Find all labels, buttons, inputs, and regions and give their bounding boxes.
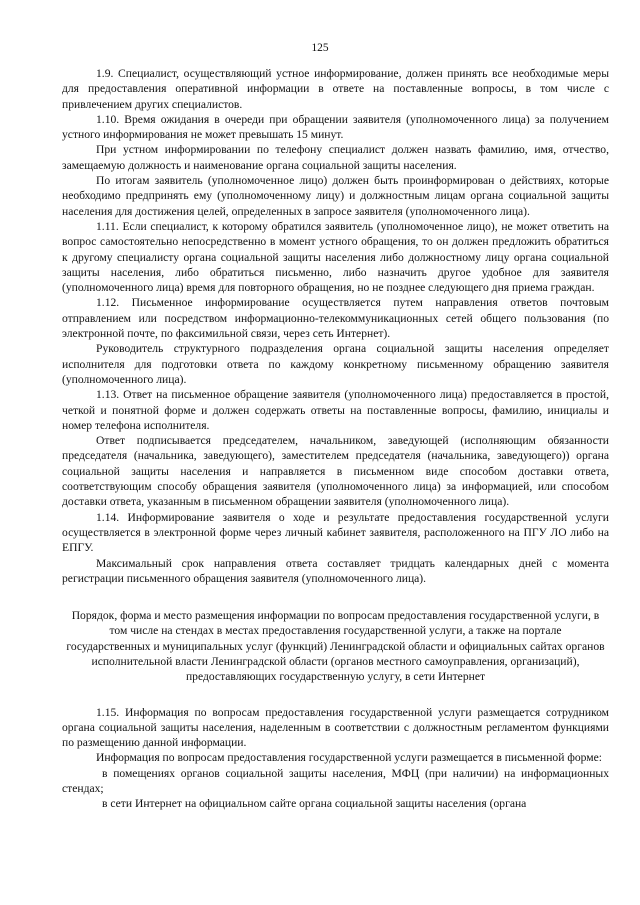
document-body [62, 66, 609, 812]
paragraph-1-9: 1.9. Специалист, осуществляющий устное информирование, должен принять все необходимые меры для предоставления оперативной информации в ответе на поставленные вопросы, в том числе с привлечением других специалистов. [62, 67, 609, 111]
paragraph-phone-info: При устном информировании по телефону специалист должен назвать фамилию, имя, отчество, замещаемую должность и наименование органа социальной защиты населения. [62, 143, 609, 172]
paragraph-executor: Руководитель структурного подразделения органа социальной защиты населения определяет исполнителя для подготовки ответа по каждому конкретному письменному обращению заявителя (уполномоченного лица). [62, 342, 609, 386]
paragraph-1-12: 1.12. Письменное информирование осуществляется путем направления ответов почтовым отправлением или посредством информационно-телекоммуникационных сетей общего пользования (по электронной почте, по факсимильной связи, через сеть Интернет). [62, 296, 609, 341]
paragraph-1-14: 1.14. Информирование заявителя о ходе и результате предоставления государственной услуги осуществляется в электронной форме через личный кабинет заявителя, расположенного на ПГУ ЛО либо на ЕПГУ. [62, 510, 609, 555]
paragraph-1-10: 1.10. Время ожидания в очереди при обращении заявителя (уполномоченного лица) за получением устного информирования не может превышать 15 минут. [62, 112, 609, 142]
paragraph-signature: Ответ подписывается председателем, начальником, заведующей (исполняющим обязанности председателя (начальника, заведующего), заместителем председателя (начальника, заведующего)) органа социальной защиты населения и направляется в письменном виде способом доставки ответа, соответствующим способу обращения заявителя (уполномоченного лица) за информацией, или способом доставки ответа, указанным в письменном обращении заявителя (уполномоченного лица). [62, 434, 609, 509]
paragraph-max-term: Максимальный срок направления ответа составляет тридцать календарных дней с момента регистрации письменного обращения заявителя (уполномоченного лица). [62, 556, 609, 585]
list-item-premises: в помещениях органов социальной защиты населения, МФЦ (при наличии) на информационных стендах; [62, 766, 609, 796]
list-item-internet: в сети Интернет на официальном сайте органа социальной защиты населения (органа [102, 797, 527, 811]
paragraph-1-15: 1.15. Информация по вопросам предоставления государственной услуги размещается сотрудником органа социальной защиты населения, наделенным в соответствии с должностным регламентом функциями по размещению данной информации. [62, 705, 609, 750]
section-heading: Порядок, форма и место размещения информации по вопросам предоставления государственной услуги, в том числе на стендах в местах предоставления государственной услуги, а также на портале государственных и муниципальных услуг (функций) Ленинградской области и официальных сайтах органов исполнительной власти Ленинградской области (органов местного самоуправления, организаций), предоставляющих государственную услугу, в сети Интернет [66, 609, 605, 684]
paragraph-1-11: 1.11. Если специалист, к которому обратился заявитель (уполномоченное лицо), не может ответить на вопрос самостоятельно непосредственно в момент устного обращения, то он должен предложить обратиться к другому специалисту органа социальной защиты населения либо должностному лицу органа социальной защиты населения, либо обратиться письменно, либо назначить другое удобное для заявителя (уполномоченного лица) время для повторного обращения, но не позднее следующего дня приема граждан. [62, 219, 609, 295]
paragraph-written-form: Информация по вопросам предоставления государственной услуги размещается в письменной форме: [96, 751, 602, 765]
page-number: 125 [311, 42, 329, 54]
paragraph-1-13: 1.13. Ответ на письменное обращение заявителя (уполномоченного лица) предоставляется в простой, четкой и понятной форме и должен содержать ответы на поставленные вопросы, фамилию, инициалы и номер телефона исполнителя. [62, 388, 609, 432]
paragraph-results: По итогам заявитель (уполномоченное лицо) должен быть проинформирован о действиях, которые необходимо предпринять ему (уполномоченному лицу) и должностным лицам органа социальной защиты населения для достижения целей, определенных в запросе заявителя (уполномоченного лица). [62, 174, 609, 218]
